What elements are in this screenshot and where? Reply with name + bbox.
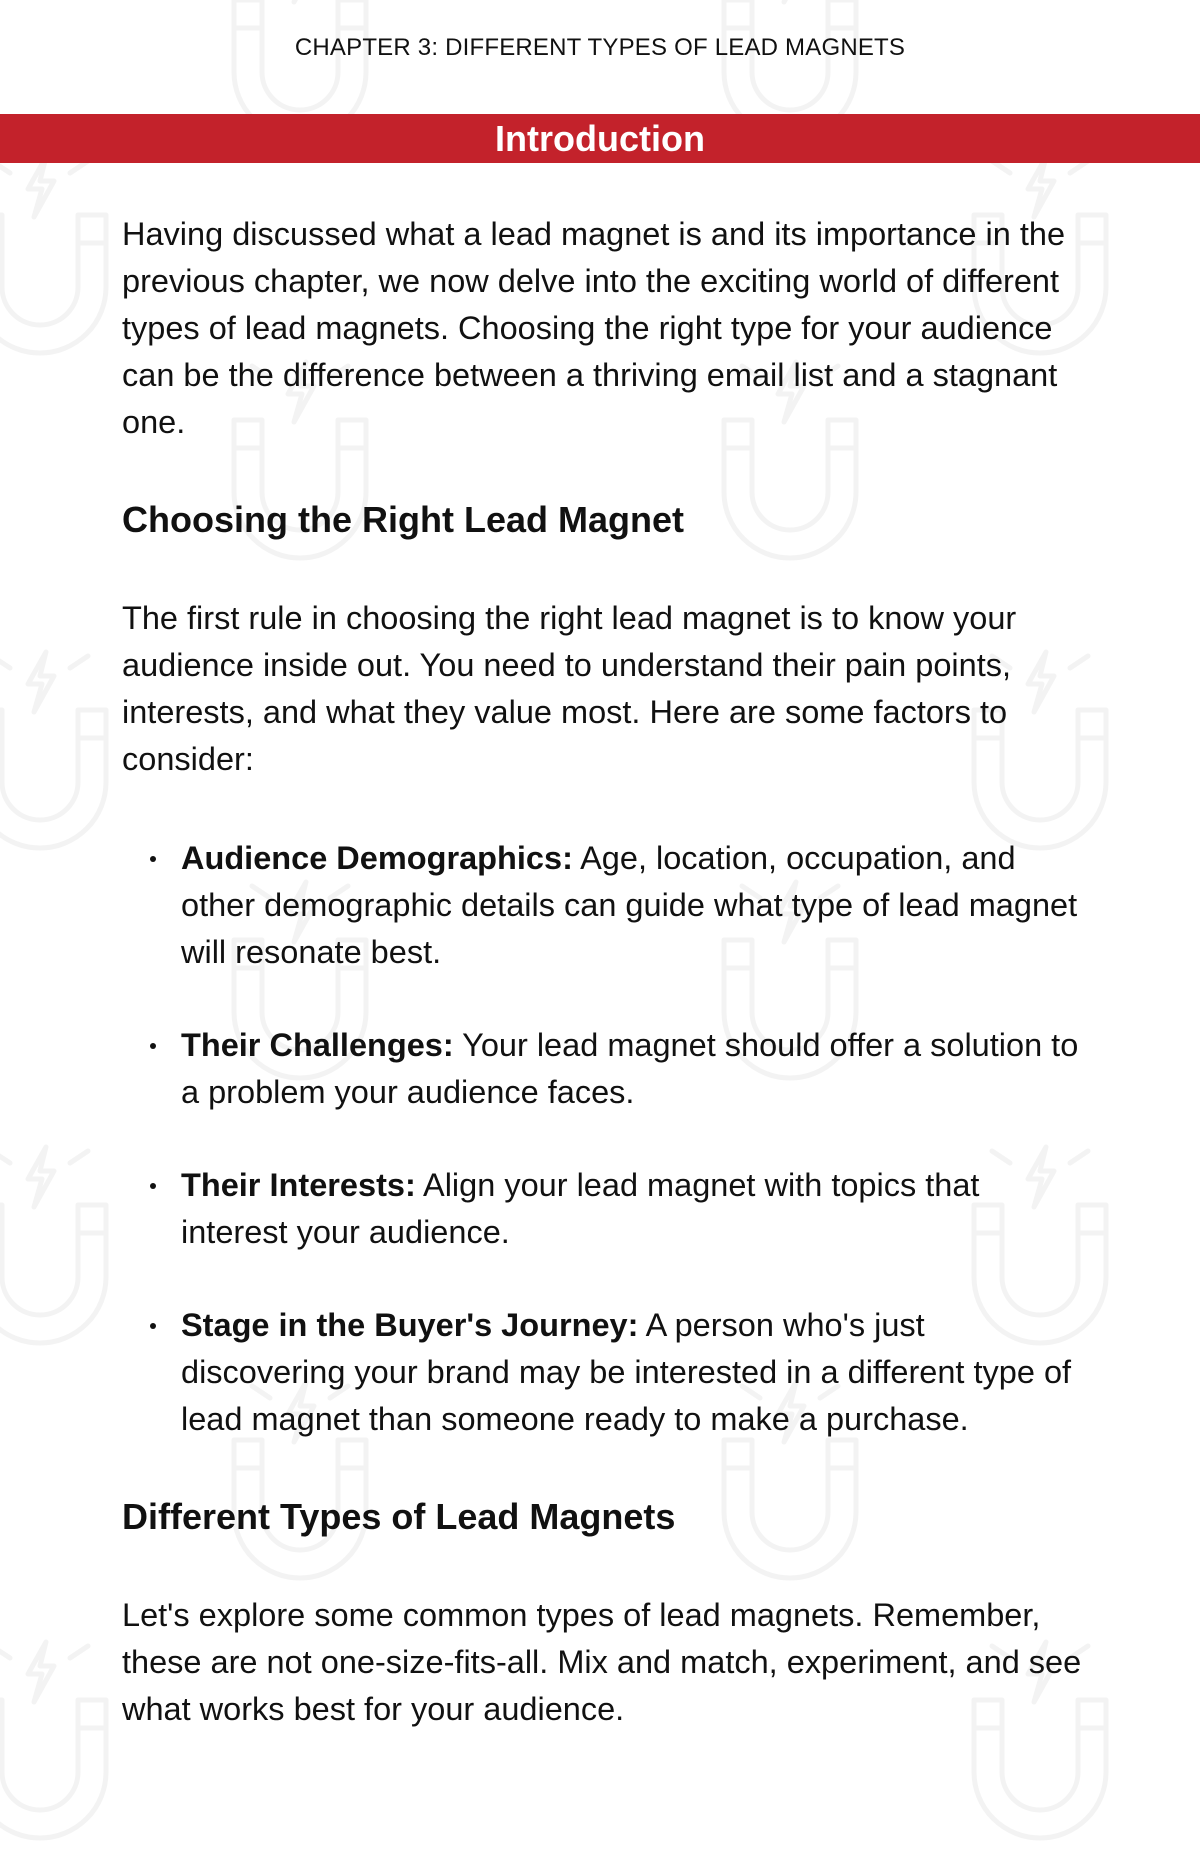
heading-different-types: Different Types of Lead Magnets xyxy=(122,1496,676,1537)
factor-list xyxy=(122,835,1082,1443)
bullet-icon xyxy=(150,1043,156,1049)
magnet-lightning-icon xyxy=(0,157,106,353)
chapter-header: CHAPTER 3: DIFFERENT TYPES OF LEAD MAGNETS xyxy=(294,34,906,61)
factor-text: Your lead magnet should offer a solution to a problem your audience faces. xyxy=(181,1027,1079,1110)
magnet-lightning-icon xyxy=(0,652,106,848)
factor-text: Align your lead magnet with topics that interest your audience. xyxy=(181,1167,980,1250)
list-item xyxy=(122,835,1082,976)
choosing-paragraph: The first rule in choosing the right lead magnet is to know your audience inside out. You need to understand their pain points, interests, and what they value most. Here are some factors to consider: xyxy=(122,600,1017,777)
magnet-lightning-icon xyxy=(0,1642,106,1838)
factor-term: Audience Demographics: xyxy=(181,840,573,876)
magnet-lightning-icon xyxy=(0,1147,106,1343)
factor-text: Age, location, occupation, and other demographic details can guide what type of lead magnet will resonate best. xyxy=(181,840,1078,970)
page-content xyxy=(122,211,1082,1733)
intro-paragraph: Having discussed what a lead magnet is and its importance in the previous chapter, we now delve into the exciting world of different types of lead magnets. Choosing the right type for your audience can be the difference between a thriving email list and a stagnant one. xyxy=(122,216,1066,440)
list-item xyxy=(122,1022,1082,1116)
factor-term: Their Challenges: xyxy=(181,1027,454,1063)
bullet-icon xyxy=(150,1183,156,1189)
factor-text: A person who's just discovering your brand may be interested in a different type of lead magnet than someone ready to make a purchase. xyxy=(181,1307,1072,1437)
list-item xyxy=(122,1302,1082,1443)
types-paragraph: Let's explore some common types of lead magnets. Remember, these are not one-size-fits-all. Mix and match, experiment, and see what works best for your audience. xyxy=(122,1597,1082,1727)
list-item xyxy=(122,1162,1082,1256)
factor-term: Their Interests: xyxy=(181,1167,416,1203)
factor-term: Stage in the Buyer's Journey: xyxy=(181,1307,639,1343)
section-title-bar xyxy=(0,114,1200,163)
heading-choosing-right-lead-magnet: Choosing the Right Lead Magnet xyxy=(122,499,684,540)
bullet-icon xyxy=(150,1323,156,1329)
bullet-icon xyxy=(150,856,156,862)
section-title: Introduction xyxy=(495,118,705,159)
